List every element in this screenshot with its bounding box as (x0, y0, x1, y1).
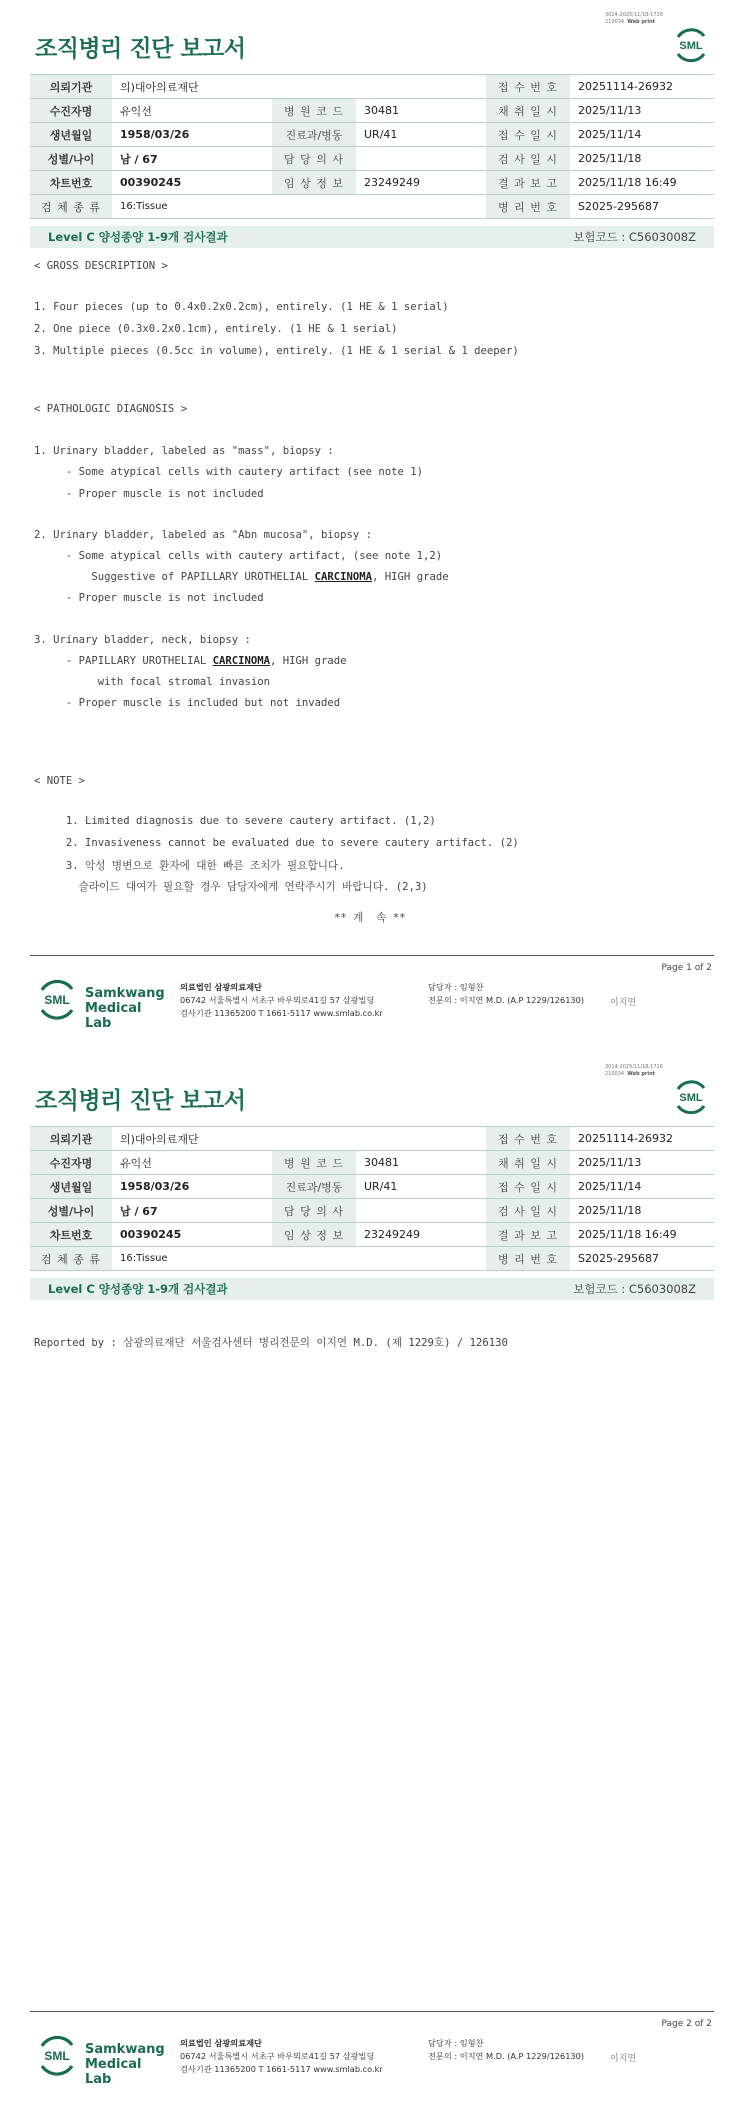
note-item-3: 3. 악성 병변으로 환자에 대한 빠른 조치가 필요합니다. (34, 860, 345, 872)
report-page-2 (0, 1052, 744, 2104)
note-item-1: 1. Limited diagnosis due to severe cautery artifact. (1,2) (34, 815, 436, 827)
reported-by: Reported by : 삼광의료재단 서울검사센터 병리전문의 이지연 M.D. (제 1229호) / 126130 (34, 1337, 508, 1349)
svg-text:SML: SML (44, 993, 70, 1007)
patient-info-table: 의뢰기관 의)대아의료재단 접 수 번 호 20251114-26932 수진자명 유익선 병 원 코 드 30481 채 취 일 시 2025/11/13 생년월일 1958/03/26 진료과/병동 UR/41 접 수 일 시 2025/11/14 성별/나이 남 / 67 담 당 의 사 검 사 일 시 2025/11/18 차트번호 00390245 임 상 정 보 23249249 결 과 보 고 2025/11/18 16:49 검 체 종 류 16:Tissue 병 리 번 호 S2025-295687 (30, 1126, 714, 1271)
patient-info-table: 의뢰기관 의)대아의료재단 접 수 번 호 20251114-26932 수진자명 유익선 병 원 코 드 30481 채 취 일 시 2025/11/13 생년월일 1958/03/26 진료과/병동 UR/41 접 수 일 시 2025/11/14 성별/나이 남 / 67 담 당 의 사 검 사 일 시 2025/11/18 차트번호 00390245 임 상 정 보 23249249 결 과 보 고 2025/11/18 16:49 검 체 종 류 16:Tissue 병 리 번 호 S2025-295687 (30, 74, 714, 219)
diagnosis-3-title: 3. Urinary bladder, neck, biopsy : (34, 634, 251, 646)
samkwang-logo-icon (35, 978, 79, 1022)
footer-contact: 담당자 : 임형찬 전문의 : 이지연 M.D. (A.P 1229/126130) (428, 982, 585, 1005)
insurance-code: 보험코드 : C5603008Z (573, 230, 696, 244)
insurance-code: 보험코드 : C5603008Z (573, 1282, 696, 1296)
diagnosis-1-line-a: - Some atypical cells with cautery artifact (see note 1) (34, 466, 424, 478)
footer-divider (30, 955, 714, 956)
footer-contact: 담당자 : 임형찬 전문의 : 이지연 M.D. (A.P 1229/126130) (428, 2038, 585, 2061)
diagnosis-heading: < PATHOLOGIC DIAGNOSIS > (34, 403, 188, 415)
svg-text:SML: SML (679, 40, 703, 52)
diagnosis-3-line-a: - PAPILLARY UROTHELIAL CARCINOMA, HIGH grade (34, 655, 347, 667)
sml-logo-icon (672, 1079, 710, 1115)
samkwang-logo: SML Samkwang Medical Lab (35, 2034, 165, 2078)
footer-divider (30, 2011, 714, 2012)
sml-logo-icon (672, 27, 710, 63)
page-number: Page 2 of 2 (661, 2019, 712, 2029)
note-item-4: 슬라이드 대여가 필요할 경우 담당자에게 연락주시기 바랍니다. (2,3) (34, 881, 428, 893)
report-title: 조직병리 진단 보고서 (35, 36, 246, 62)
continued-marker: ** 계 속 ** (334, 912, 406, 924)
carcinoma-term: CARCINOMA (212, 655, 270, 667)
svg-text:SML: SML (44, 2049, 70, 2063)
gross-item-1: 1. Four pieces (up to 0.4x0.2x0.2cm), entirely. (1 HE & 1 serial) (34, 301, 449, 313)
signature: 이지연 (610, 2054, 637, 2064)
gross-item-3: 3. Multiple pieces (0.5cc in volume), entirely. (1 HE & 1 serial & 1 deeper) (34, 345, 519, 357)
footer-address: 의료법인 삼광의료재단 06742 서울특별시 서초구 바우뫼로41길 57 삼광빌딩 검사기관 11365200 T 1661-5117 www.smlab.co.kr (180, 2038, 383, 2074)
diagnosis-2-title: 2. Urinary bladder, labeled as "Abn mucosa", biopsy : (34, 529, 373, 541)
diagnosis-3-line-b: with focal stromal invasion (34, 676, 270, 688)
page-number: Page 1 of 2 (661, 963, 712, 973)
diagnosis-3-line-c: - Proper muscle is included but not invaded (34, 697, 341, 709)
svg-text:SML: SML (679, 1092, 703, 1104)
gross-heading: < GROSS DESCRIPTION > (34, 260, 168, 272)
note-heading: < NOTE > (34, 775, 86, 787)
gross-item-2: 2. One piece (0.3x0.2x0.1cm), entirely. (1 HE & 1 serial) (34, 323, 398, 335)
test-level-bar (30, 1278, 714, 1300)
report-title: 조직병리 진단 보고서 (35, 1088, 246, 1114)
print-stamp: 3014-2025/11/18-1716 210034 Web print (605, 12, 663, 25)
diagnosis-1-line-b: - Proper muscle is not included (34, 488, 264, 500)
diagnosis-1-title: 1. Urinary bladder, labeled as "mass", biopsy : (34, 445, 334, 457)
samkwang-logo: SML Samkwang Medical Lab (35, 978, 165, 1022)
level-title: Level C 양성종양 1-9개 검사결과 (48, 1282, 228, 1296)
carcinoma-term: CARCINOMA (314, 571, 373, 583)
diagnosis-2-line-a: - Some atypical cells with cautery artifact, (see note 1,2) (34, 550, 443, 562)
test-level-bar (30, 226, 714, 248)
samkwang-logo-icon (35, 2034, 79, 2078)
signature: 이지연 (610, 998, 637, 1008)
note-item-2: 2. Invasiveness cannot be evaluated due to severe cautery artifact. (2) (34, 837, 519, 849)
diagnosis-2-line-b: Suggestive of PAPILLARY UROTHELIAL CARCINOMA, HIGH grade (34, 571, 449, 583)
footer-address: 의료법인 삼광의료재단 06742 서울특별시 서초구 바우뫼로41길 57 삼광빌딩 검사기관 11365200 T 1661-5117 www.smlab.co.kr (180, 982, 383, 1018)
level-title: Level C 양성종양 1-9개 검사결과 (48, 230, 228, 244)
print-stamp: 3014-2025/11/18-1716 210034 Web print (605, 1064, 663, 1077)
diagnosis-2-line-c: - Proper muscle is not included (34, 592, 264, 604)
